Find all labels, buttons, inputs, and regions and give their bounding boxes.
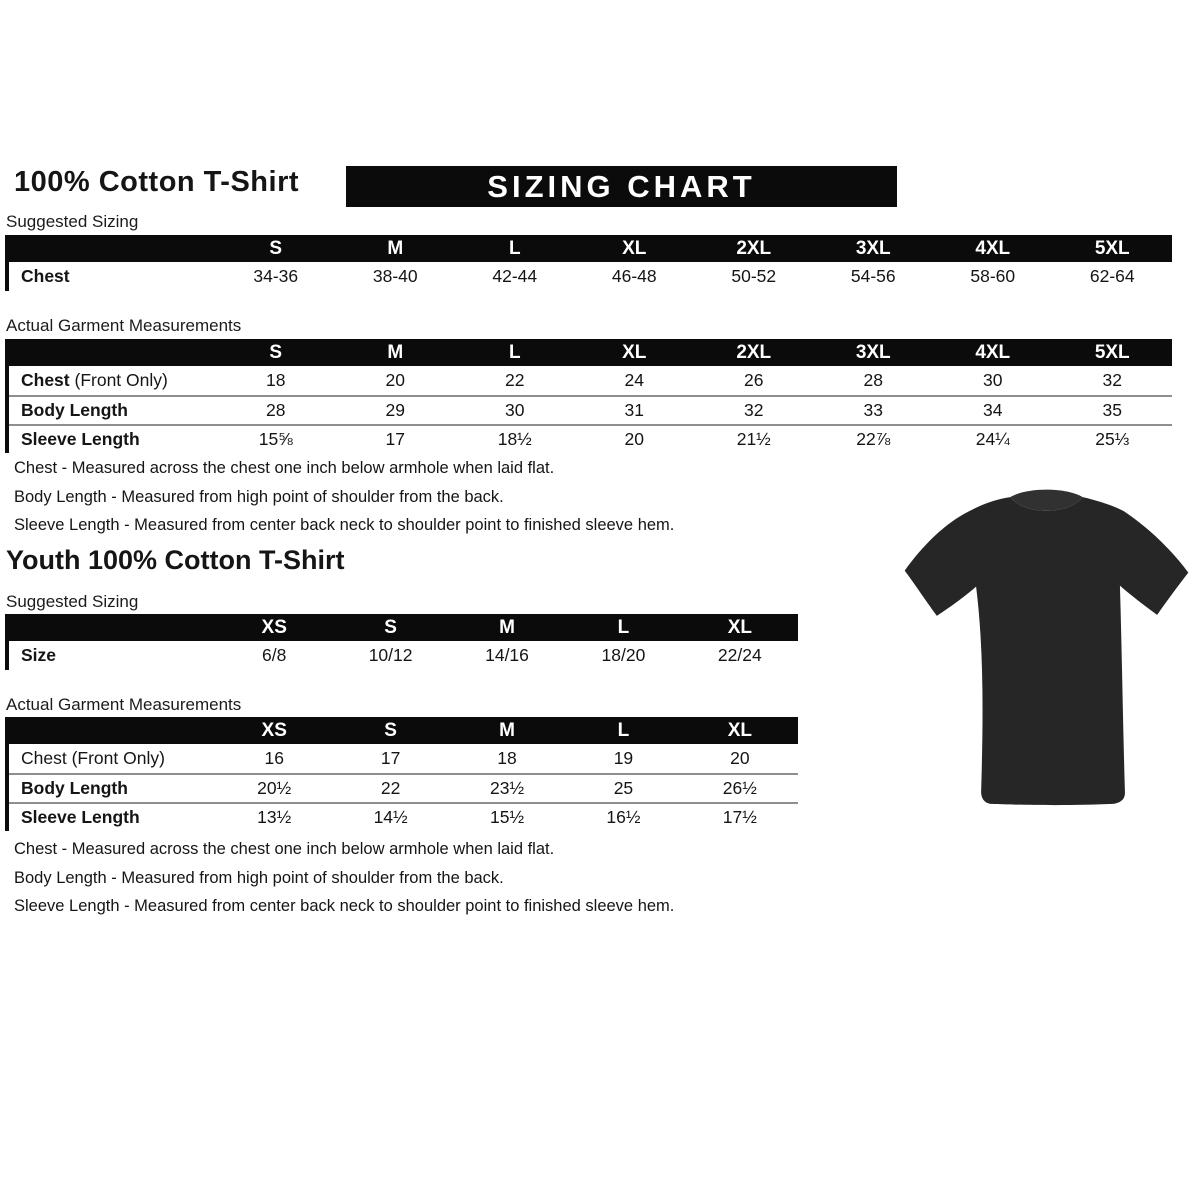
cell: 34-36: [253, 266, 299, 286]
cell: 15⅝: [258, 429, 293, 449]
cell: 28: [863, 370, 883, 390]
cell: 24: [624, 370, 644, 390]
youth-section-title: Youth 100% Cotton T-Shirt: [6, 545, 345, 575]
row-label: Chest (Front Only): [21, 748, 165, 768]
cell: 17: [380, 748, 401, 768]
column-header: XL: [622, 237, 647, 259]
cell: 17: [385, 429, 405, 449]
note-body-length: Body Length - Measured from high point of shoulder from the back.: [14, 487, 504, 506]
adult-suggested-sizing-heading: Suggested Sizing: [6, 212, 139, 231]
cell: 46-48: [611, 266, 657, 286]
cell: 38-40: [372, 266, 418, 286]
sizing-chart-banner: SIZING CHART: [346, 166, 897, 207]
tshirt-icon: [893, 466, 1200, 818]
column-header: 3XL: [855, 341, 891, 363]
cell: 58-60: [970, 266, 1016, 286]
cell: 28: [266, 400, 286, 420]
table-header-row: [9, 235, 1172, 262]
table-header-row: [9, 339, 1172, 366]
column-header: M: [499, 719, 515, 741]
cell: 42-44: [492, 266, 538, 286]
row-label: Sleeve Length: [21, 807, 140, 827]
cell: 50-52: [731, 266, 777, 286]
cell: 16: [264, 748, 284, 768]
cell: 24¼: [975, 429, 1010, 449]
cell: 15½: [489, 807, 525, 827]
table-row: [9, 744, 798, 773]
cell: 34: [983, 400, 1003, 420]
cell: 32: [744, 400, 764, 420]
column-header: XL: [727, 616, 752, 638]
cell: 10/12: [368, 645, 413, 665]
youth-suggested-sizing-heading: Suggested Sizing: [6, 592, 139, 611]
cell: 21½: [736, 429, 771, 449]
note-chest: Chest - Measured across the chest one inch below armhole when laid flat.: [14, 459, 555, 477]
cell: 14½: [373, 807, 408, 827]
cell: 22/24: [717, 645, 762, 665]
column-header: S: [384, 616, 397, 638]
row-label: Sleeve Length: [21, 429, 140, 449]
cell: 29: [385, 400, 405, 420]
note-sleeve-length: Sleeve Length - Measured from center back neck to shoulder point to finished sleeve hem.: [14, 897, 675, 915]
column-header: XL: [622, 341, 647, 363]
row-label: Chest (Front Only): [21, 370, 168, 390]
cell: 25⅓: [1095, 429, 1130, 449]
youth-measurement-notes: [14, 841, 674, 927]
cell: 30: [983, 370, 1003, 390]
cell: 20: [730, 748, 750, 768]
adult-measurement-notes: [14, 460, 674, 546]
note-sleeve-length: Sleeve Length - Measured from center back neck to shoulder point to finished sleeve hem.: [14, 516, 675, 534]
adult-actual-measurements-table: [5, 339, 1172, 453]
cell: 6/8: [262, 645, 287, 665]
cell: 18: [266, 370, 286, 390]
column-header: 4XL: [975, 341, 1011, 363]
column-header: L: [617, 719, 630, 741]
cell: 14/16: [485, 645, 529, 665]
table-row: [9, 262, 1172, 291]
column-header: 3XL: [855, 237, 891, 259]
table-header-row: [9, 717, 798, 744]
cell: 13½: [257, 807, 292, 827]
cell: 23½: [489, 778, 525, 798]
row-label: Body Length: [21, 400, 128, 420]
column-header: M: [387, 237, 404, 259]
cell: 62-64: [1089, 266, 1135, 286]
cell: 18½: [497, 429, 532, 449]
black-tshirt-image: [893, 466, 1200, 818]
table-row: [9, 366, 1172, 395]
page-title: 100% Cotton T-Shirt: [14, 166, 300, 198]
column-header: S: [269, 341, 283, 363]
youth-suggested-sizing-table: [5, 614, 798, 670]
row-label: Body Length: [21, 778, 128, 798]
column-header: L: [617, 616, 630, 638]
cell: 26: [744, 370, 764, 390]
table-row: [9, 773, 798, 802]
cell: 20: [624, 429, 644, 449]
table-row: [9, 802, 798, 831]
adult-actual-measurements-heading: Actual Garment Measurements: [6, 316, 242, 335]
youth-actual-measurements-heading: Actual Garment Measurements: [6, 695, 242, 714]
note-body-length: Body Length - Measured from high point of shoulder from the back.: [14, 868, 504, 887]
cell: 26½: [722, 778, 757, 798]
column-header: 4XL: [975, 237, 1011, 259]
column-header: M: [387, 341, 404, 363]
table-header-row: [9, 614, 798, 641]
column-header: 2XL: [736, 341, 772, 363]
cell: 19: [613, 748, 634, 768]
table-row: [9, 395, 1172, 424]
column-header: L: [508, 237, 521, 259]
column-header: 5XL: [1094, 341, 1130, 363]
cell: 30: [505, 400, 525, 420]
column-header: XS: [261, 616, 287, 638]
cell: 25: [613, 778, 634, 798]
cell: 17½: [722, 807, 757, 827]
cell: 22: [505, 370, 525, 390]
column-header: M: [499, 616, 515, 638]
cell: 22: [380, 778, 401, 798]
note-chest: Chest - Measured across the chest one inch below armhole when laid flat.: [14, 840, 555, 858]
column-header: XS: [261, 719, 287, 741]
cell: 18/20: [601, 645, 646, 665]
cell: 22⅞: [856, 429, 891, 449]
cell: 35: [1102, 400, 1122, 420]
column-header: L: [508, 341, 521, 363]
column-header: S: [269, 237, 283, 259]
cell: 20: [385, 370, 405, 390]
cell: 18: [497, 748, 517, 768]
cell: 31: [624, 400, 644, 420]
adult-suggested-sizing-table: [5, 235, 1172, 291]
column-header: S: [384, 719, 397, 741]
row-label: Chest: [21, 266, 70, 286]
cell: 54-56: [850, 266, 896, 286]
column-header: XL: [727, 719, 752, 741]
table-row: [9, 641, 798, 670]
column-header: 2XL: [736, 237, 772, 259]
cell: 20½: [257, 778, 292, 798]
row-label: Size: [21, 645, 57, 665]
cell: 16½: [606, 807, 641, 827]
cell: 33: [863, 400, 883, 420]
table-row: [9, 424, 1172, 453]
cell: 32: [1102, 370, 1122, 390]
column-header: 5XL: [1094, 237, 1130, 259]
youth-actual-measurements-table: [5, 717, 798, 831]
